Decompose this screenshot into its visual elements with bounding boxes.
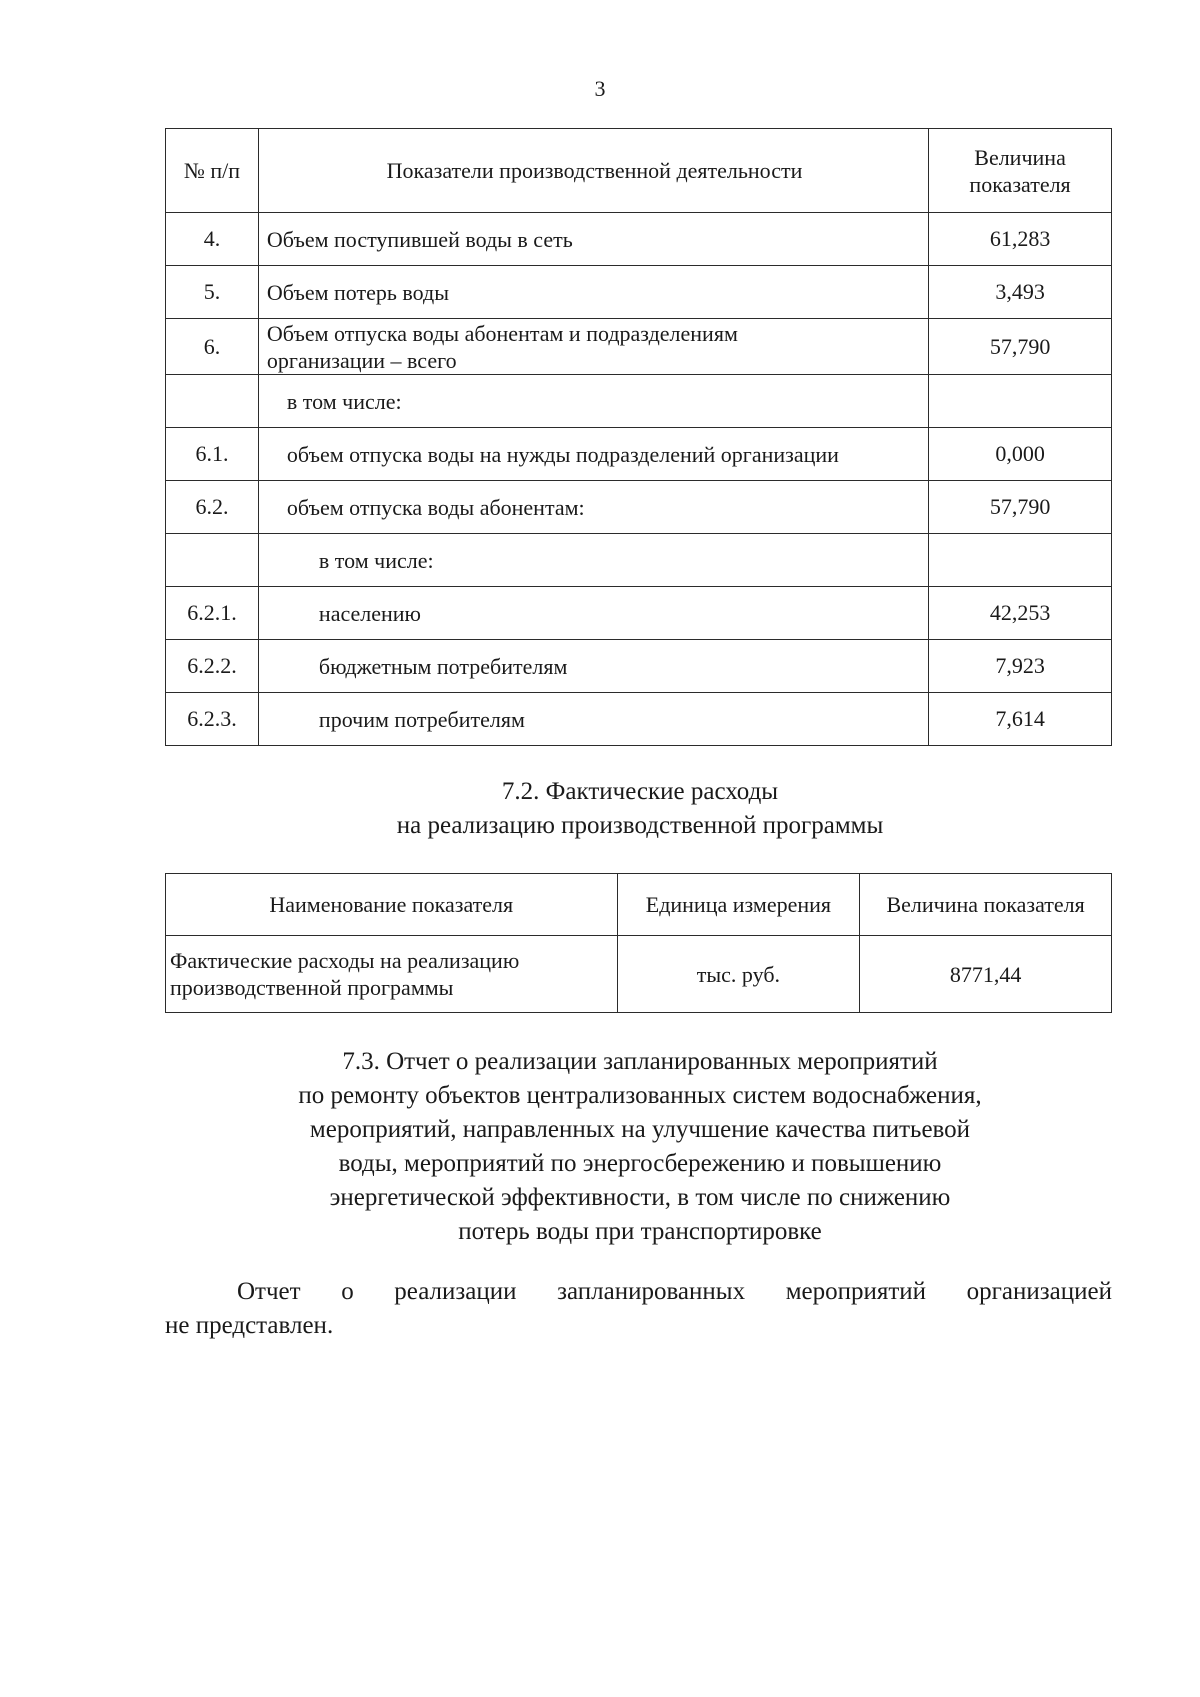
table-header-row (166, 874, 1112, 936)
row-num: 6.1. (166, 428, 259, 481)
heading-line: мероприятий, направленных на улучшение качества питьевой (309, 1116, 971, 1143)
row-name: Объем поступившей воды в сеть (258, 213, 928, 266)
heading-line: на реализацию производственной программы (396, 812, 884, 839)
row-num: 6.2.2. (166, 640, 259, 693)
row-value: 0,000 (929, 428, 1112, 481)
header-value-line2: показателя (969, 171, 1071, 197)
table-row (166, 481, 1112, 534)
row-name-line2: производственной программы (170, 975, 454, 1000)
row-num (166, 534, 259, 587)
heading-line: потерь воды при транспортировке (458, 1218, 822, 1245)
heading-line: 7.2. Фактические расходы (501, 778, 779, 805)
row-value: 57,790 (929, 319, 1112, 375)
table-row (166, 428, 1112, 481)
row-name: объем отпуска воды на нужды подразделений организации (258, 428, 928, 481)
header-value (929, 129, 1112, 213)
row-num (166, 375, 259, 428)
table-row (166, 936, 1112, 1013)
row-num: 6.2. (166, 481, 259, 534)
table-row (166, 693, 1112, 746)
table-row (166, 640, 1112, 693)
row-num: 6.2.3. (166, 693, 259, 746)
table-row (166, 213, 1112, 266)
table-row (166, 319, 1112, 375)
page-number: 3 (594, 76, 606, 101)
section-heading-7-2 (0, 775, 1200, 843)
row-name: населению (258, 587, 928, 640)
table-row (166, 266, 1112, 319)
row-name (166, 936, 618, 1013)
table-row (166, 534, 1112, 587)
row-name: Объем потерь воды (258, 266, 928, 319)
row-value: 7,614 (929, 693, 1112, 746)
heading-line: по ремонту объектов централизованных систем водоснабжения, (298, 1082, 982, 1109)
header-value: Величина показателя (860, 874, 1112, 936)
actual-expenses-table (165, 873, 1112, 1013)
heading-line: энергетической эффективности, в том числе по снижению (329, 1184, 951, 1211)
row-num: 6.2.1. (166, 587, 259, 640)
row-name: прочим потребителям (258, 693, 928, 746)
row-name: объем отпуска воды абонентам: (258, 481, 928, 534)
report-paragraph (165, 1275, 1112, 1343)
row-value: 42,253 (929, 587, 1112, 640)
header-value-line1: Величина (974, 144, 1066, 170)
row-value: 57,790 (929, 481, 1112, 534)
table-row (166, 375, 1112, 428)
table-header-row (166, 129, 1112, 213)
section-heading-7-3 (0, 1045, 1200, 1249)
row-value: 7,923 (929, 640, 1112, 693)
paragraph-line1: Отчет о реализации запланированных мероприятий организацией (237, 1278, 1112, 1305)
row-value: 61,283 (929, 213, 1112, 266)
row-num: 6. (166, 319, 259, 375)
header-unit: Единица измерения (617, 874, 860, 936)
row-name-line1: Фактические расходы на реализацию (170, 948, 520, 973)
row-unit: тыс. руб. (617, 936, 860, 1013)
header-num: № п/п (166, 129, 259, 213)
row-name: в том числе: (258, 534, 928, 587)
row-value: 3,493 (929, 266, 1112, 319)
row-name: бюджетным потребителям (258, 640, 928, 693)
row-value (929, 534, 1112, 587)
paragraph-line2: не представлен. (165, 1312, 334, 1339)
heading-line: 7.3. Отчет о реализации запланированных мероприятий (342, 1048, 938, 1075)
row-name: в том числе: (258, 375, 928, 428)
table-row (166, 587, 1112, 640)
row-num: 4. (166, 213, 259, 266)
header-indicator-name: Показатели производственной деятельности (258, 129, 928, 213)
row-name (258, 319, 928, 375)
production-indicators-table (165, 128, 1112, 746)
row-value (929, 375, 1112, 428)
heading-line: воды, мероприятий по энергосбережению и повышению (338, 1150, 942, 1177)
header-indicator-name: Наименование показателя (166, 874, 618, 936)
row-value: 8771,44 (860, 936, 1112, 1013)
row-name-line1: Объем отпуска воды абонентам и подразделениям (266, 320, 738, 346)
row-num: 5. (166, 266, 259, 319)
row-name-line2: организации – всего (266, 347, 457, 373)
